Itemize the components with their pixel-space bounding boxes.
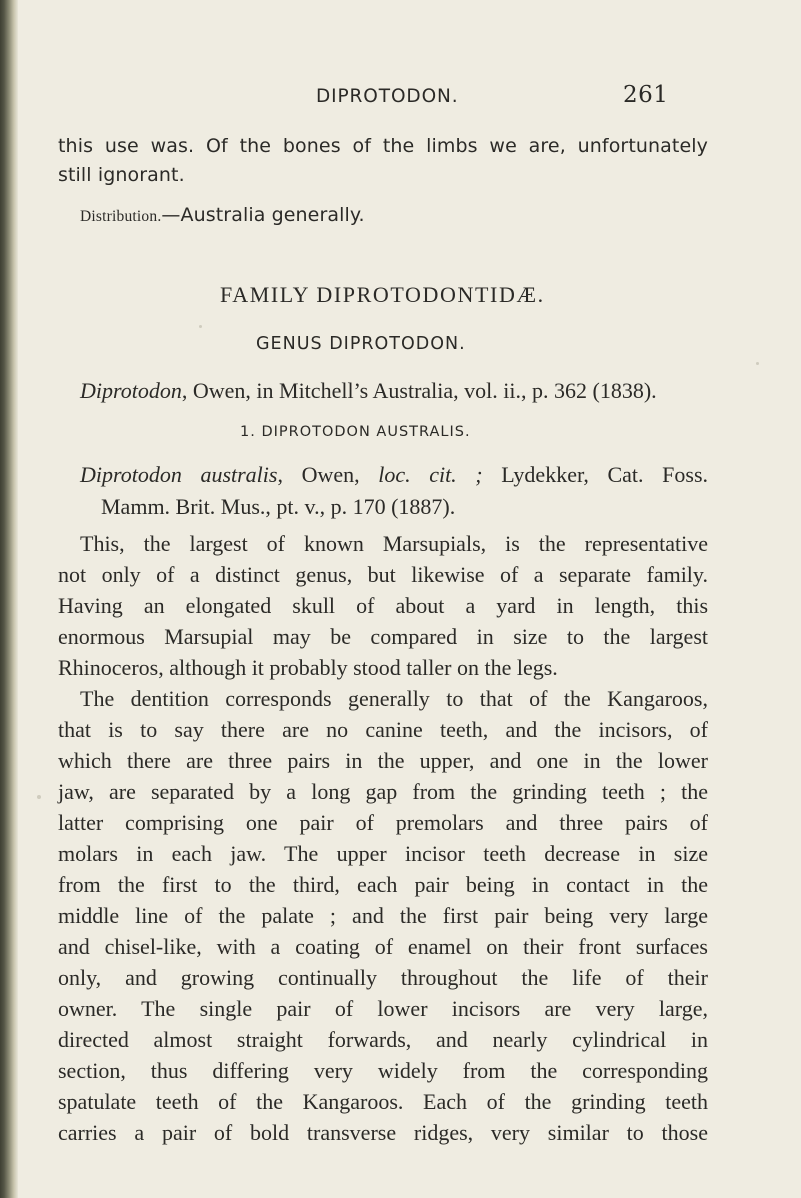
paper-speck — [37, 795, 41, 799]
paragraph-2-line: that is to say there are no canine teeth, and the incisors, of — [58, 717, 708, 742]
page-gutter-shadow — [0, 0, 18, 1198]
species-citation-rest: Lydekker, Cat. Foss. — [482, 462, 708, 487]
species-citation-author: , Owen, — [277, 462, 379, 487]
paragraph-2-line: molars in each jaw. The upper incisor teeth decrease in size — [58, 841, 708, 866]
paragraph-2-line: The dentition corresponds generally to that of the Kangaroos, — [80, 686, 708, 711]
paragraph-1-line: not only of a distinct genus, but likewise of a separate family. — [58, 562, 708, 587]
paragraph-2-line: section, thus differing very widely from the corresponding — [58, 1058, 708, 1083]
paragraph-2-line: jaw, are separated by a long gap from the grinding teeth ; the — [58, 779, 708, 804]
genus-heading: GENUS DIPROTODON. — [256, 334, 466, 354]
paragraph-2-line: from the first to the third, each pair being in contact in the — [58, 872, 708, 897]
page-header — [0, 84, 801, 114]
paragraph-1-line: enormous Marsupial may be compared in size to the largest — [58, 624, 708, 649]
species-citation-line-1 — [80, 462, 708, 488]
species-citation-line-2: Mamm. Brit. Mus., pt. v., p. 170 (1887). — [101, 494, 456, 519]
paragraph-2-line: latter comprising one pair of premolars and three pairs of — [58, 810, 708, 835]
distribution-text: —Australia generally. — [161, 204, 365, 226]
paragraph-2-line: owner. The single pair of lower incisors are very large, — [58, 996, 708, 1021]
species-citation-name: Diprotodon australis — [80, 462, 278, 487]
species-citation-loc: loc. cit. ; — [378, 462, 483, 487]
distribution-label: Distribution. — [80, 208, 162, 225]
genus-citation-text: , Owen, in Mitchell’s Australia, vol. ii., p. 362 (1838). — [181, 378, 657, 403]
paragraph-2-line: directed almost straight forwards, and nearly cylindrical in — [58, 1027, 708, 1052]
running-title: DIPROTODON. — [316, 86, 459, 107]
family-heading: FAMILY DIPROTODONTIDÆ. — [220, 282, 545, 307]
page-number: 261 — [623, 82, 669, 108]
paper-speck — [199, 325, 202, 328]
paragraph-2-line: carries a pair of bold transverse ridges, very similar to those — [58, 1120, 708, 1145]
opening-line-2: still ignorant. — [58, 164, 185, 186]
paper-speck — [756, 362, 759, 365]
paragraph-2-line: which there are three pairs in the upper, and one in the lower — [58, 748, 708, 773]
paragraph-2-line: only, and growing continually throughout the life of their — [58, 965, 708, 990]
species-heading: 1. DIPROTODON AUSTRALIS. — [240, 424, 471, 440]
paragraph-2-line: middle line of the palate ; and the first pair being very large — [58, 903, 708, 928]
paragraph-2-line: and chisel-like, with a coating of enamel on their front surfaces — [58, 934, 708, 959]
genus-citation-name: Diprotodon — [80, 378, 182, 403]
paragraph-1-line: Rhinoceros, although it probably stood taller on the legs. — [58, 655, 558, 680]
paragraph-1-line: Having an elongated skull of about a yard in length, this — [58, 593, 708, 618]
paragraph-2-line: spatulate teeth of the Kangaroos. Each of the grinding teeth — [58, 1089, 708, 1114]
opening-line-1: this use was. Of the bones of the limbs we are, unfortunately — [58, 135, 708, 157]
genus-citation — [80, 378, 657, 404]
paragraph-1-line: This, the largest of known Marsupials, is the representative — [80, 531, 708, 556]
distribution-line — [80, 203, 730, 229]
